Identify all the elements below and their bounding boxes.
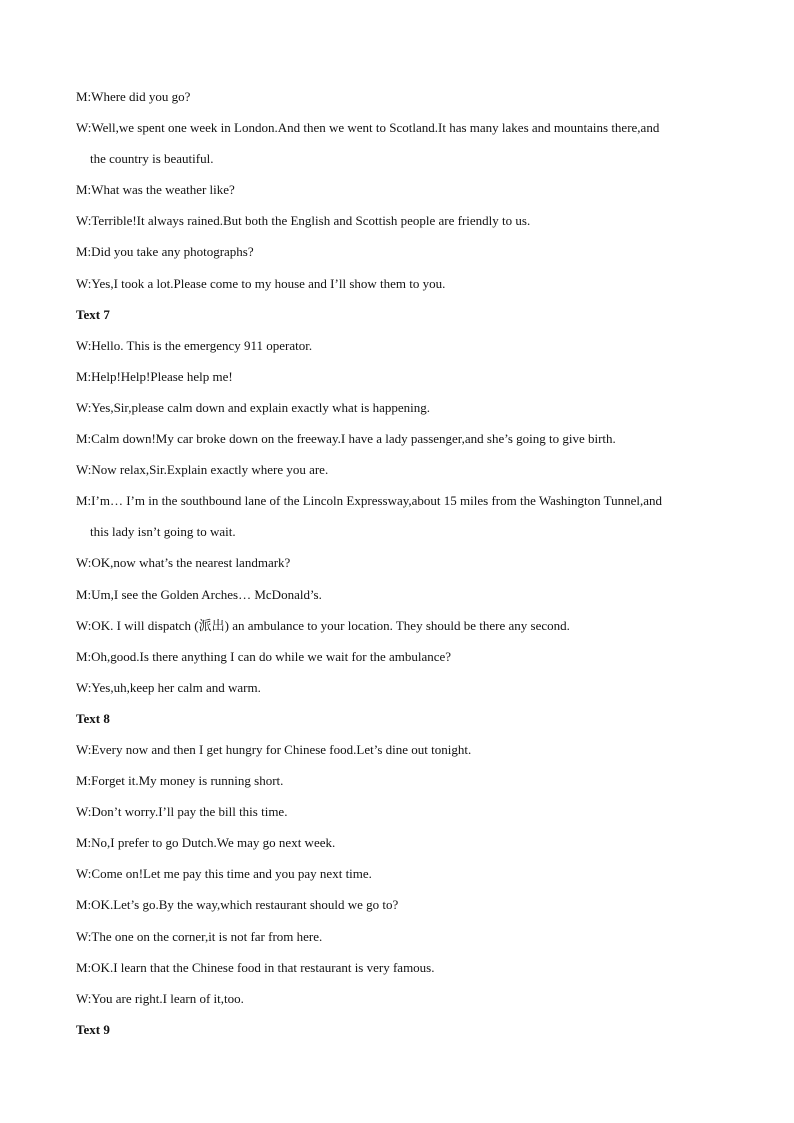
dialogue-line: W:OK,now what’s the nearest landmark? [76,555,291,571]
dialogue-line: W:Every now and then I get hungry for Chinese food.Let’s dine out tonight. [76,741,472,757]
dialogue-line: W:You are right.I learn of it,too. [76,990,244,1006]
dialogue-line: W:Yes,uh,keep her calm and warm. [76,679,261,695]
dialogue-line: W:Terrible!It always rained.But both the English and Scottish people are friendly to us. [76,213,531,229]
dialogue-line: W:Now relax,Sir.Explain exactly where you are. [76,462,329,478]
dialogue-line: M:Forget it.My money is running short. [76,773,284,789]
dialogue-line: M:Calm down!My car broke down on the freeway.I have a lady passenger,and she’s going to give birth. [76,431,616,447]
dialogue-line: M:Oh,good.Is there anything I can do while we wait for the ambulance? [76,648,452,664]
section-heading-text-8: Text 8 [76,710,110,726]
dialogue-line: M:What was the weather like? [76,182,235,198]
dialogue-line: M:Um,I see the Golden Arches… McDonald’s. [76,586,322,602]
dialogue-line-continuation: this lady isn’t going to wait. [90,524,236,540]
section-heading-text-7: Text 7 [76,306,110,322]
dialogue-text [76,81,726,1045]
dialogue-line: W:Yes,I took a lot.Please come to my house and I’ll show them to you. [76,275,446,291]
dialogue-line: W:The one on the corner,it is not far from here. [76,928,323,944]
dialogue-line: W:Yes,Sir,please calm down and explain exactly what is happening. [76,399,431,415]
dialogue-line: M:I’m… I’m in the southbound lane of the Lincoln Expressway,about 15 miles from the Washington Tunnel,and [76,493,663,509]
dialogue-line: M:OK.I learn that the Chinese food in that restaurant is very famous. [76,959,435,975]
dialogue-line: W:OK. I will dispatch (派出) an ambulance to your location. They should be there any second. [76,617,570,633]
dialogue-line: W:Well,we spent one week in London.And then we went to Scotland.It has many lakes and mountains there,and [76,120,660,136]
dialogue-line: M:Where did you go? [76,89,191,104]
dialogue-line: W:Hello. This is the emergency 911 operator. [76,337,313,353]
dialogue-line: M:Did you take any photographs? [76,244,254,260]
dialogue-line: M:OK.Let’s go.By the way,which restaurant should we go to? [76,897,399,913]
dialogue-line-continuation: the country is beautiful. [90,151,214,167]
dialogue-line: W:Come on!Let me pay this time and you pay next time. [76,866,372,882]
dialogue-line: W:Don’t worry.I’ll pay the bill this time. [76,804,288,820]
dialogue-line: M:Help!Help!Please help me! [76,368,233,384]
dialogue-line: M:No,I prefer to go Dutch.We may go next week. [76,835,336,851]
section-heading-text-9: Text 9 [76,1021,110,1037]
